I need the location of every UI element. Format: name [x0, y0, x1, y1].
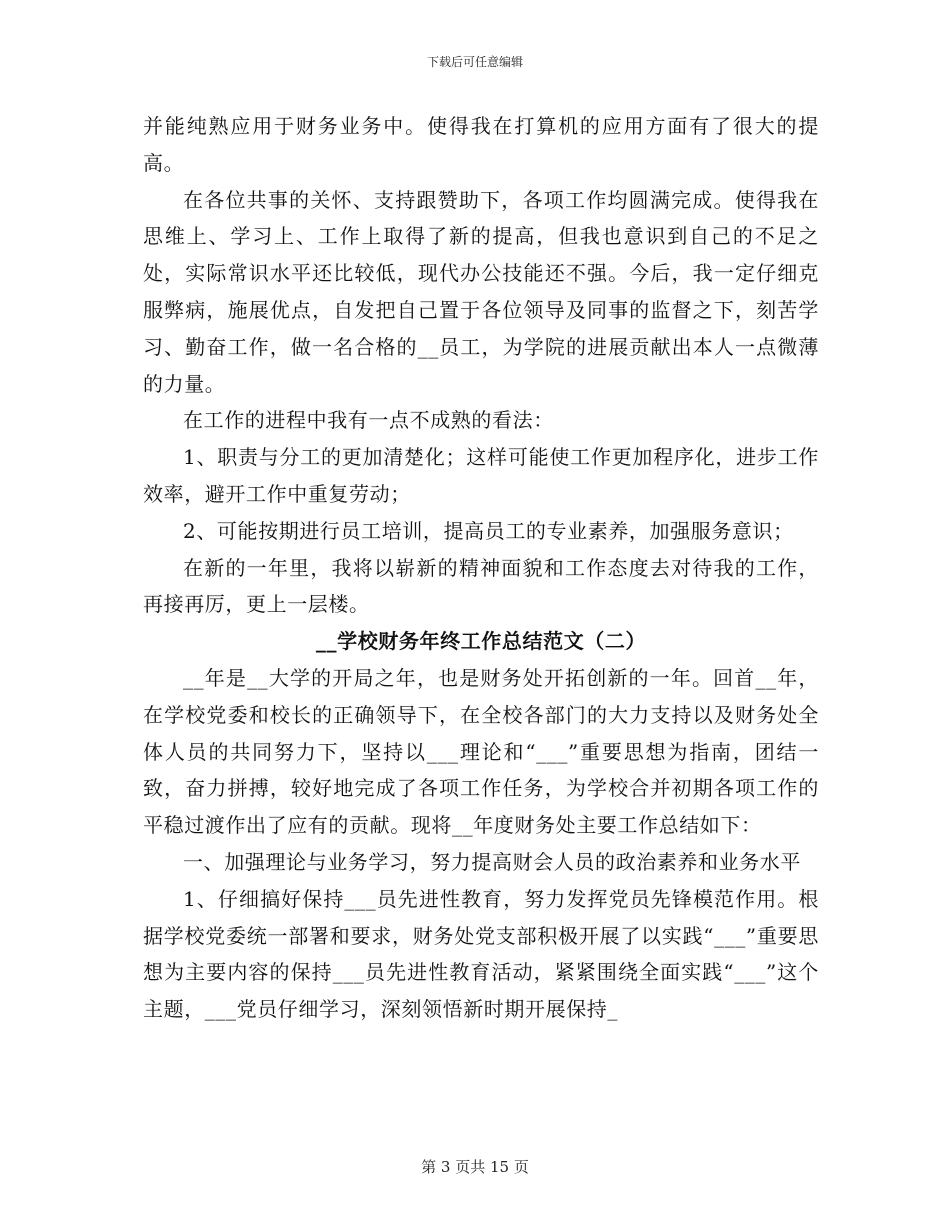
- paragraph-4: 1、职责与分工的更加清楚化；这样可能使工作更加程序化，进步工作效率，避开工作中重复劳动；: [143, 445, 819, 506]
- paragraph-7: __年是__大学的开局之年，也是财务处开拓创新的一年。回首__年，在学校党委和校长的正确领导下，在全校各部门的大力支持以及财务处全体人员的共同努力下，坚持以___理论和“___”重要思想为指南，团结一致，奋力拼搏，较好地完成了各项工作任务，为学校合并初期各项工作的平稳过渡作出了应有的贡献。现将__年度财务处主要工作总结如下：: [143, 665, 819, 838]
- paragraph-2: 在各位共事的关怀、支持跟赞助下，各项工作均圆满完成。使得我在思维上、学习上、工作上取得了新的提高，但我也意识到自己的不足之处，实际常识水平还比较低，现代办公技能还不强。今后，我一定仔细克服弊病，施展优点，自发把自己置于各位领导及同事的监督之下，刻苦学习、勤奋工作，做一名合格的__员工，为学院的进展贡献出本人一点微薄的力量。: [143, 187, 819, 396]
- page-header: 下载后可任意编辑: [426, 55, 523, 69]
- page-footer: 第 3 页共 15 页: [421, 1158, 529, 1176]
- paragraph-3: 在工作的进程中我有一点不成熟的看法：: [183, 408, 554, 433]
- paragraph-1: 并能纯熟应用于财务业务中。使得我在打算机的应用方面有了很大的提高。: [143, 114, 819, 175]
- paragraph-9: 1、仔细搞好保持___员先进性教育，努力发挥党员先锋模范作用。根据学校党委统一部署和要求，财务处党支部积极开展了以实践“___”重要思想为主要内容的保持___员先进性教育活动，紧紧围绕全面实践“___”这个主题，___党员仔细学习，深刻领悟新时期开展保持_: [143, 886, 819, 1022]
- section-heading: __学校财务年终工作总结范文（二）: [315, 629, 647, 654]
- paragraph-8: 一、加强理论与业务学习，努力提高财会人员的政治素养和业务水平: [183, 849, 801, 874]
- paragraph-5: 2、可能按期进行员工培训，提高员工的专业素养，加强服务意识；: [183, 518, 794, 543]
- document-body: [143, 108, 819, 1028]
- paragraph-6: 在新的一年里，我将以崭新的精神面貌和工作态度去对待我的工作，再接再厉，更上一层楼。: [143, 555, 819, 617]
